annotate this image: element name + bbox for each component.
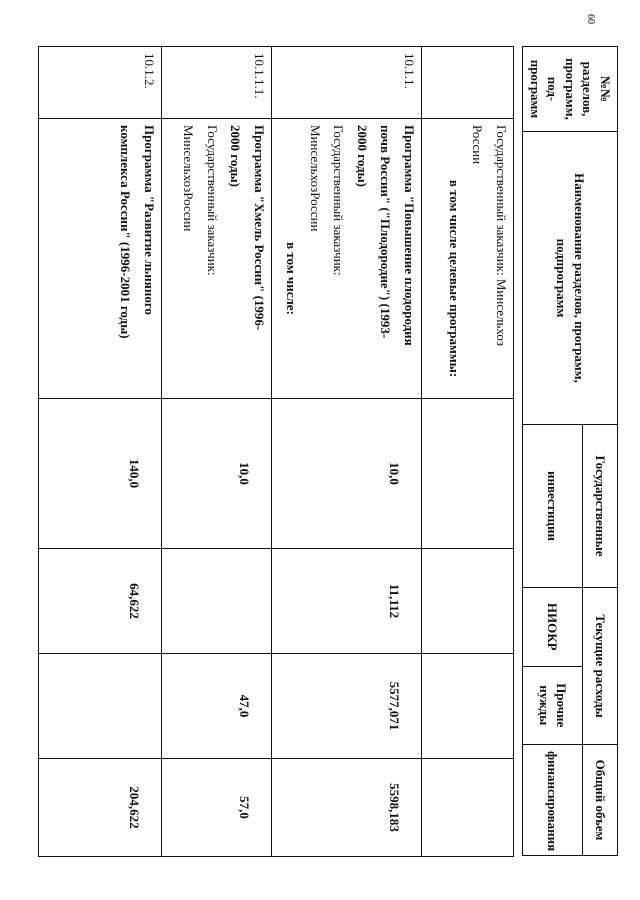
table-row (39, 47, 162, 857)
header-total-sub: финансирования (523, 745, 583, 856)
header-other: Прочие нужды (523, 666, 583, 745)
name-line: в том числе целевые программы: (446, 179, 462, 378)
row-gov (422, 399, 514, 549)
name-line: Программа "Повышение плодородия (402, 125, 417, 346)
row-gov: 10,0 (272, 399, 422, 549)
row-total (422, 759, 514, 857)
row-other (422, 654, 514, 759)
name-line: Государственный заказчик: (331, 125, 347, 276)
name-line: Государственный заказчик: Минсельхоз (494, 125, 509, 347)
table-row (162, 47, 272, 857)
row-number (422, 47, 514, 119)
row-name (422, 119, 514, 399)
row-niokr (422, 549, 514, 654)
row-number: 10.1.1.1. (162, 47, 272, 119)
table-row (422, 47, 514, 857)
table-header (524, 46, 618, 856)
name-line: Программа "Хмель России" (1996- (252, 125, 267, 331)
name-line: комплекса России" (1996-2001 годы) (118, 125, 134, 339)
page-number: 60 (585, 14, 596, 24)
name-line: Программа "Развитие льняного (142, 125, 157, 315)
header-niokr: НИОКР (523, 588, 583, 667)
row-number: 10.1.2. (39, 47, 162, 119)
row-gov: 140,0 (39, 399, 162, 549)
row-number: 10.1.1. (272, 47, 422, 119)
row-gov: 10,0 (162, 399, 272, 549)
row-other (39, 654, 162, 759)
header-gov-sub: инвестиции (523, 425, 583, 588)
header-total-top: Общий объем (583, 745, 618, 856)
name-line: Государственный заказчик: (204, 125, 220, 276)
row-total: 204,622 (39, 759, 162, 857)
row-name (272, 119, 422, 399)
row-niokr (162, 549, 272, 654)
header-current: Текущие расходы (583, 588, 618, 745)
table-body (38, 46, 514, 856)
header-number: №№ разделов, программ, под-программ (523, 47, 618, 132)
row-niokr: 64,622 (39, 549, 162, 654)
name-line: 2000 годы) (354, 125, 370, 188)
name-line: МинсельхозРоссии (307, 125, 323, 232)
row-name (39, 119, 162, 399)
name-line: почв России" ("Плодородие") (1993- (378, 125, 394, 339)
row-total: 5598,183 (272, 759, 422, 857)
table-row (272, 47, 422, 857)
row-other: 47,0 (162, 654, 272, 759)
row-other: 5577,071 (272, 654, 422, 759)
name-line: в том числе: (284, 242, 300, 315)
header-gov-top: Государственные (583, 425, 618, 588)
name-line: МинсельхозРоссии (181, 125, 197, 232)
row-niokr: 11,112 (272, 549, 422, 654)
header-name: Наименование разделов, программ, подпрограмм (523, 132, 618, 425)
row-total: 57,0 (162, 759, 272, 857)
name-line: 2000 годы) (228, 125, 244, 188)
name-line: России (470, 125, 486, 165)
rotated-page (38, 46, 618, 866)
row-name (162, 119, 272, 399)
